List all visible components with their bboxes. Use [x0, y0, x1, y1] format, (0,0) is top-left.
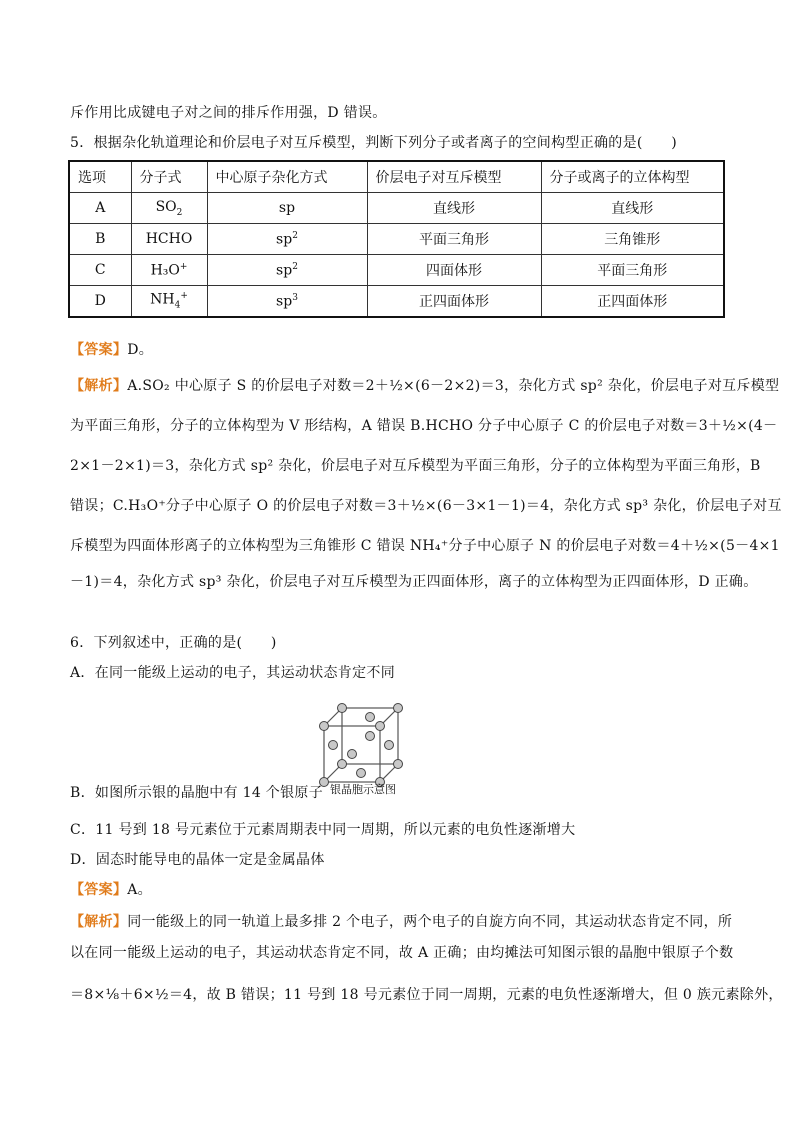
- cell-hybridization: sp: [207, 193, 367, 224]
- continuation-line: 斥作用比成键电子对之间的排斥作用强，D 错误。: [70, 105, 387, 121]
- cell-formula: HCHO: [131, 224, 207, 255]
- question-6-option-c: C．11 号到 18 号元素位于元素周期表中同一周期，所以元素的电负性逐渐增大: [70, 822, 576, 838]
- table-row: [69, 286, 724, 318]
- question-6-option-d: D．固态时能导电的晶体一定是金属晶体: [70, 852, 325, 868]
- cell-vsepr: 平面三角形: [367, 224, 541, 255]
- table-row: [69, 255, 724, 286]
- header-vsepr: 价层电子对互斥模型: [367, 161, 541, 193]
- question-5-answer: [70, 340, 153, 360]
- cell-shape: 平面三角形: [541, 255, 724, 286]
- question-5-analysis-line: 错误；C.H₃O⁺分子中心原子 O 的价层电子对数＝3＋½×(6－3×1－1)＝4，杂化方式 sp³ 杂化，价层电子对互: [70, 498, 782, 514]
- cell-option: A: [69, 193, 131, 224]
- table-header-row: [69, 161, 724, 193]
- header-option: 选项: [69, 161, 131, 193]
- question-5-stem: 5．根据杂化轨道理论和价层电子对互斥模型，判断下列分子或者离子的空间构型正确的是( ): [70, 135, 678, 151]
- question-6-analysis-line: 以在同一能级上运动的电子，其运动状态肯定不同，故 A 正确；由均摊法可知图示银的晶胞中银原子个数: [70, 945, 734, 961]
- cell-shape: 三角锥形: [541, 224, 724, 255]
- analysis-label: 【解析】: [70, 378, 128, 394]
- question-6-analysis-line: 【解析】同一能级上的同一轨道上最多排 2 个电子，两个电子的自旋方向不同，其运动状态肯定不同，所: [70, 914, 733, 930]
- question-5-table: [68, 160, 725, 318]
- table-row: [69, 193, 724, 224]
- question-6-option-b: B．如图所示银的晶胞中有 14 个银原子: [70, 785, 324, 801]
- cell-option: D: [69, 286, 131, 318]
- cell-shape: 直线形: [541, 193, 724, 224]
- cell-hybridization: $sp^3$: [207, 286, 367, 318]
- header-formula: 分子式: [131, 161, 207, 193]
- answer-label: 【答案】: [70, 342, 128, 358]
- cell-formula: $NH_4^+$: [131, 286, 207, 318]
- figure-caption: 银晶胞示意图: [330, 783, 396, 796]
- question-6-analysis-line: ＝8×⅛＋6×½＝4，故 B 错误；11 号到 18 号元素位于同一周期，元素的电负性逐渐增大，但 0 族元素除外，: [70, 987, 783, 1003]
- question-5-analysis-line: 为平面三角形，分子的立体构型为 V 形结构，A 错误 B.HCHO 分子中心原子 C 的价层电子对数＝3＋½×(4－: [70, 418, 778, 434]
- cell-shape: 正四面体形: [541, 286, 724, 318]
- question-5-analysis-line: 【解析】A.SO₂ 中心原子 S 的价层电子对数＝2＋½×(6－2×2)＝3，杂化方式 sp² 杂化，价层电子对互斥模型: [70, 378, 780, 394]
- header-hybridization: 中心原子杂化方式: [207, 161, 367, 193]
- cell-vsepr: 四面体形: [367, 255, 541, 286]
- cell-hybridization: $sp^2$: [207, 255, 367, 286]
- question-5-analysis-line: 斥模型为四面体形离子的立体构型为三角锥形 C 错误 NH₄⁺分子中心原子 N 的价层电子对数＝4＋½×(5－4×1: [70, 538, 780, 554]
- question-5-analysis-line: －1)＝4，杂化方式 sp³ 杂化，价层电子对互斥模型为正四面体形，离子的立体构型为正四面体形，D 正确。: [70, 574, 758, 590]
- cell-formula: $SO_2$: [131, 193, 207, 224]
- cell-option: B: [69, 224, 131, 255]
- cell-vsepr: 直线形: [367, 193, 541, 224]
- table-row: [69, 224, 724, 255]
- question-6-stem: 6．下列叙述中，正确的是( ): [70, 635, 277, 651]
- cell-formula: H₃O+: [131, 255, 207, 286]
- cell-option: C: [69, 255, 131, 286]
- answer-value: D。: [127, 342, 154, 358]
- cell-vsepr: 正四面体形: [367, 286, 541, 318]
- answer-label: 【答案】: [70, 882, 128, 898]
- answer-value: A。: [127, 882, 152, 898]
- header-shape: 分子或离子的立体构型: [541, 161, 724, 193]
- question-6-answer: [70, 880, 152, 900]
- question-5-analysis-line: 2×1－2×1)＝3，杂化方式 sp² 杂化，价层电子对互斥模型为平面三角形，分子的立体构型为平面三角形，B: [70, 458, 761, 474]
- analysis-label: 【解析】: [70, 914, 128, 930]
- question-6-option-a: A．在同一能级上运动的电子，其运动状态肯定不同: [70, 665, 396, 681]
- cell-hybridization: $sp^2$: [207, 224, 367, 255]
